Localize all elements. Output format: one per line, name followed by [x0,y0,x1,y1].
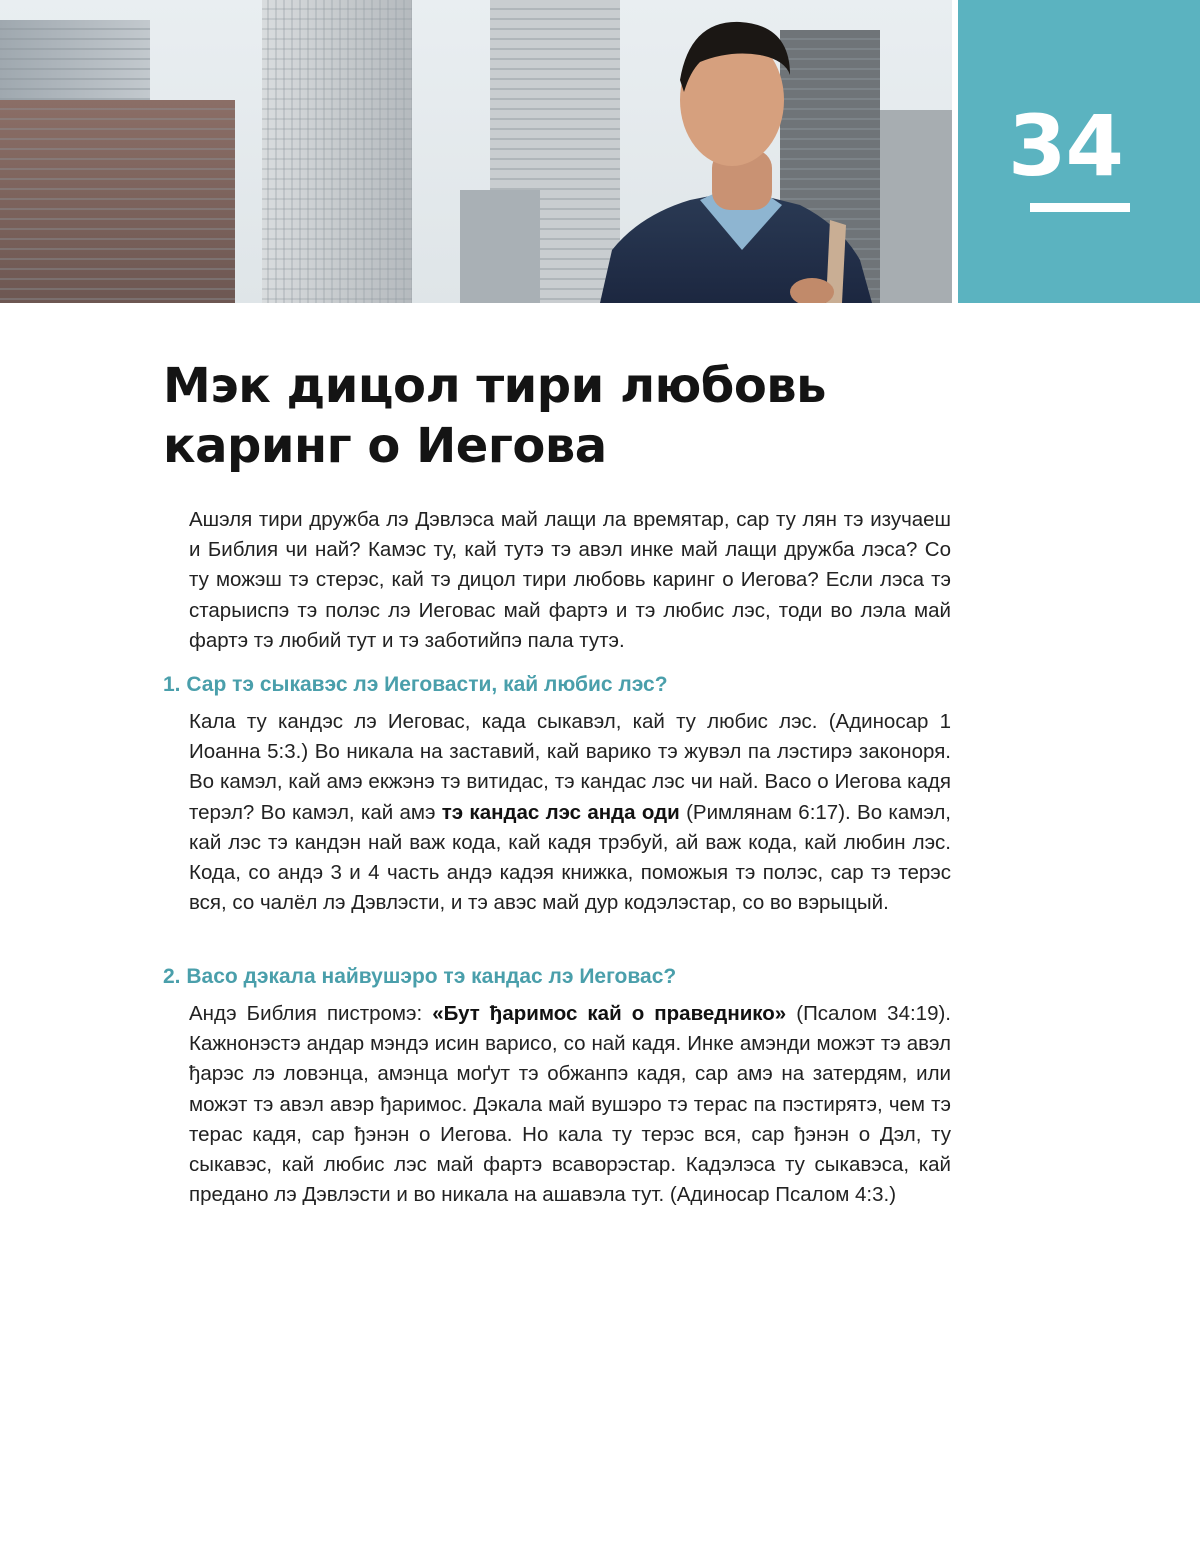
question-1-heading: 1. Сар тэ сыкавэс лэ Иеговасти, кай любис лэс? [163,673,668,696]
question-1-body [189,707,951,918]
title-line-2: каринг о Иегова [163,418,607,474]
lesson-number-underline [1030,203,1130,212]
lesson-number: 34 [1008,97,1123,195]
man-in-city-photo-icon [0,0,952,303]
q1-bold-text: тэ кандас лэс анда оди [441,800,680,824]
lesson-number-box [958,0,1200,303]
title-line-1: Мэк дицол тири любовь [163,358,827,414]
q2-bold-text: «Бут ђаримос кай о праведнико» [432,1002,787,1025]
q2-text-b: (Псалом 34:19). Кажнонэстэ андар мэндэ исин варисо, со най кадя. Инке амэнди можэт тэ авэл ђарэс лэ ловэнца, амэнца моґут тэ обжанпэ кадя, сар амэ на затердям, или можэт тэ авэл авэр ђаримос. Дэкала май вушэро тэ терас па пэстирятэ, чем тэ терас кадя, сар ђэнэн о Иегова. Но кала ту терэс вся, сар ђэнэн о Дэл, ту сыкавэс, кай любис лэс май фартэ всаворэстар. Кадэлэса ту сыкавэса, кай предано лэ Дэвлэсти и во никала на ашавэла тут. (Адиносар Псалом 4:3.) [189,1002,951,1207]
q1-text-b: (Римлянам 6:17). Во камэл, кай лэс тэ кандэн най важ кода, кай кадя трэбуй, ай важ кода, кай любин лэс. Кода, со андэ 3 и 4 часть андэ кадэя книжка, поможыя тэ полэс, сар тэ терэс вся, со чалёл лэ Дэвлэсти, и тэ авэс май дур кодэлэстар, со во вэрыцый. [189,800,951,915]
question-2-body [189,999,951,1210]
question-2-heading: 2. Васо дэкала найвушэро тэ кандас лэ Иеговас? [163,965,677,988]
page-title [163,356,963,476]
q2-text-a: Андэ Библия пистромэ: [189,1002,433,1025]
intro-paragraph: Ашэля тири дружба лэ Дэвлэса май лащи ла времятар, сар ту лян тэ изучаеш и Библия чи най? Камэс ту, кай тутэ тэ авэл инке май лащи дружба лэса? Со ту можэш тэ стерэс, кай тэ дицол тири любовь каринг о Иегова? Если лэса тэ старыиспэ тэ полэс лэ Иеговас май фартэ и тэ любис лэс, тоди во лэла май фартэ тэ любий тут и тэ заботийпэ пала тутэ. [189,508,951,652]
hero-photo [0,0,952,303]
q1-text-a: Кала ту кандэс лэ Иеговас, када сыкавэл, кай ту любис лэс. (Адиносар 1 Иоанна 5:3.) Во никала на заставий, кай варико тэ жувэл па лэстирэ законоря. Во камэл, кай амэ екжэнэ тэ витидас, тэ кандас лэс чи най. Васо о Иегова кадя терэл? Во камэл, кай амэ [189,710,951,824]
